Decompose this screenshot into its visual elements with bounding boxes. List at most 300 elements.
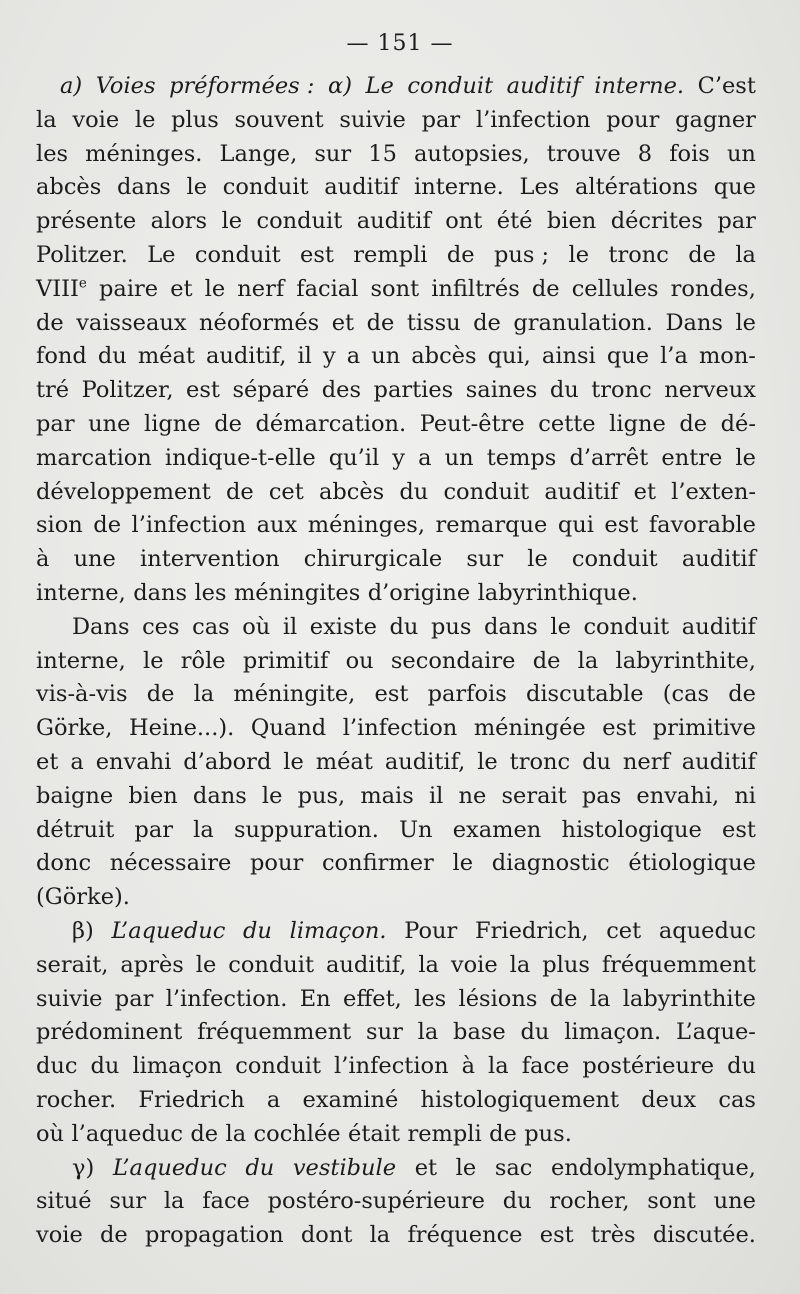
- word: rempli: [407, 1120, 482, 1147]
- word: le: [204, 275, 226, 302]
- word: interne,: [36, 579, 126, 606]
- word: de: [728, 681, 756, 708]
- word: méningite,: [233, 681, 356, 708]
- text-line: [36, 307, 756, 341]
- word: préformées :: [169, 73, 315, 99]
- word: du: [727, 1053, 756, 1080]
- word: sion: [36, 512, 83, 539]
- word: Le: [147, 241, 176, 268]
- text-line: [36, 138, 756, 172]
- word: voie: [72, 106, 120, 133]
- word: décrites: [610, 208, 703, 235]
- page-number: — 151 —: [346, 31, 454, 56]
- word: auditif: [681, 613, 756, 640]
- word: aqueduc: [658, 917, 756, 944]
- word: marcation: [36, 444, 152, 471]
- word: ces: [142, 613, 180, 640]
- word: infiltrés: [431, 275, 520, 302]
- word: dans: [192, 782, 247, 809]
- word: sur: [466, 546, 504, 573]
- word: conduit: [194, 241, 281, 268]
- word: de: [531, 275, 560, 302]
- word: rôle: [180, 647, 226, 674]
- word: fréquence: [407, 1222, 523, 1249]
- text-line: [36, 712, 756, 746]
- word: nerf: [622, 748, 670, 775]
- word: d’abord: [183, 748, 272, 775]
- word: diagnostic: [491, 850, 610, 877]
- text-line: [36, 983, 756, 1017]
- word: est: [722, 816, 756, 843]
- word: la: [735, 241, 756, 268]
- word: de: [489, 1120, 517, 1147]
- word: parfois: [427, 681, 507, 708]
- word: secondaire: [390, 647, 516, 674]
- word: et: [414, 1154, 438, 1181]
- word: β): [72, 917, 94, 944]
- word: fois: [669, 140, 710, 167]
- word: du: [549, 377, 579, 404]
- word: face: [202, 1188, 250, 1215]
- word: dans: [133, 579, 188, 606]
- word: suppuration.: [233, 816, 379, 843]
- word: à: [36, 546, 50, 573]
- word: parties: [373, 377, 454, 404]
- word: auditif: [324, 174, 399, 201]
- word: néoformés: [199, 309, 320, 336]
- word: la: [193, 816, 214, 843]
- word: Voies: [95, 73, 156, 99]
- word: le: [477, 748, 498, 775]
- word: rondes,: [670, 275, 756, 302]
- word: cet: [606, 917, 642, 944]
- word: limaçon.: [289, 917, 387, 944]
- word: les: [194, 579, 227, 606]
- word: la: [417, 1019, 439, 1046]
- word: est: [374, 681, 409, 708]
- word: méat: [137, 343, 195, 370]
- word: autopsies,: [414, 140, 530, 167]
- word: Dans: [665, 309, 723, 336]
- word: la: [369, 1222, 391, 1249]
- word: la: [418, 951, 439, 978]
- word: après: [120, 951, 184, 978]
- word: suivie: [36, 985, 103, 1012]
- word: auditif: [681, 546, 756, 573]
- text-line: [36, 611, 756, 645]
- word: du: [582, 748, 611, 775]
- word: il: [297, 343, 312, 370]
- word: ne: [458, 782, 487, 809]
- word: un: [726, 140, 756, 167]
- word: une: [88, 410, 131, 437]
- word: saines: [465, 377, 538, 404]
- word: méningée: [473, 715, 586, 742]
- word: pour: [606, 106, 660, 133]
- word: labyrinthique.: [477, 579, 638, 606]
- word: est: [604, 512, 639, 539]
- text-line: [36, 442, 756, 476]
- word: du: [245, 1154, 275, 1181]
- word: paire: [99, 275, 159, 302]
- text-line: [36, 1185, 756, 1219]
- word: est: [539, 1222, 574, 1249]
- word: favorable: [648, 512, 756, 539]
- word: le: [195, 951, 217, 978]
- word: L’aqueduc: [112, 1154, 227, 1181]
- word: conduit: [256, 208, 343, 235]
- word: rocher,: [549, 1188, 630, 1215]
- word: vestibule: [292, 1154, 397, 1181]
- word: conduit: [407, 73, 494, 99]
- text-line: [36, 1084, 756, 1118]
- word: Les: [519, 174, 560, 201]
- word: de: [214, 410, 242, 437]
- word: endolymphatique,: [551, 1154, 756, 1181]
- word: base: [453, 1019, 506, 1046]
- word: méat: [315, 748, 373, 775]
- word: démarcation.: [255, 410, 407, 437]
- word: de: [225, 478, 254, 505]
- word: tronc: [509, 748, 571, 775]
- text-line: [36, 1118, 756, 1152]
- word: est: [186, 377, 220, 404]
- word: dé-: [720, 410, 756, 437]
- word: nécessaire: [109, 850, 232, 877]
- word: le: [735, 444, 756, 471]
- text-line: [36, 949, 756, 983]
- word: auditif,: [325, 951, 407, 978]
- word: pus ;: [493, 241, 550, 268]
- word: a): [60, 73, 83, 99]
- word: conduit: [571, 546, 658, 573]
- word: le: [221, 208, 243, 235]
- word: le: [527, 546, 548, 573]
- word: qui: [557, 512, 594, 539]
- word: Heine...).: [128, 715, 235, 742]
- word: cochlée: [253, 1120, 341, 1147]
- word: entre: [661, 444, 723, 471]
- word: de: [679, 410, 708, 437]
- word: a: [70, 748, 84, 775]
- word: le: [735, 309, 756, 336]
- word: méninges,: [307, 512, 425, 539]
- word: cette: [538, 410, 596, 437]
- word: Pour: [404, 917, 458, 944]
- word: du: [520, 1019, 550, 1046]
- text-line: [36, 1016, 756, 1050]
- word: plus: [542, 951, 590, 978]
- word: pus,: [297, 782, 346, 809]
- word: prédominent: [36, 1019, 183, 1046]
- word: l’infection.: [165, 985, 288, 1012]
- word: y: [392, 444, 406, 471]
- word: par: [36, 410, 75, 437]
- word: abcès: [36, 174, 102, 201]
- word: que: [606, 343, 650, 370]
- word: Görke,: [36, 715, 113, 742]
- word: le: [143, 647, 164, 674]
- word: la: [589, 985, 611, 1012]
- word: Quand: [250, 715, 327, 742]
- word: le: [186, 174, 208, 201]
- word: serait: [501, 782, 567, 809]
- word: examiné: [302, 1086, 399, 1113]
- word: la: [509, 951, 531, 978]
- word: rocher.: [36, 1086, 117, 1113]
- text-line: [36, 104, 756, 138]
- word: indique-t-elle: [164, 444, 316, 471]
- word: serait,: [36, 951, 109, 978]
- word: Peut-être: [419, 410, 525, 437]
- word: Friedrich: [138, 1086, 245, 1113]
- word: auditif,: [384, 748, 466, 775]
- word: altérations: [575, 174, 698, 201]
- body-text: [36, 70, 756, 1253]
- word: 15: [368, 140, 397, 167]
- word: souvent: [234, 106, 324, 133]
- word: le: [568, 241, 590, 268]
- word: interne.: [414, 174, 504, 201]
- word: gagner: [675, 106, 756, 133]
- word: très: [590, 1222, 636, 1249]
- word: et: [331, 309, 355, 336]
- text-line: [36, 678, 756, 712]
- word: il: [428, 782, 444, 809]
- text-line: [36, 509, 756, 543]
- word: l’infection: [475, 106, 591, 133]
- word: effet,: [343, 985, 402, 1012]
- word: a: [418, 444, 432, 471]
- word: le: [452, 850, 474, 877]
- word: 8: [637, 140, 653, 167]
- word: la: [36, 106, 57, 133]
- word: un: [444, 444, 474, 471]
- word: postérieure: [582, 1053, 715, 1080]
- word: du: [243, 917, 272, 944]
- word: par: [134, 816, 173, 843]
- word: dans: [116, 174, 171, 201]
- word: deux: [641, 1086, 697, 1113]
- word: tissu: [406, 309, 461, 336]
- word: sont: [370, 275, 420, 302]
- word: sur: [314, 140, 352, 167]
- word: voie: [36, 1222, 83, 1249]
- word: des: [321, 377, 362, 404]
- text-line: [36, 1152, 756, 1186]
- word: où: [36, 1120, 65, 1147]
- word: bien: [128, 782, 178, 809]
- word: remarque: [435, 512, 548, 539]
- word: Politzer,: [81, 377, 174, 404]
- word: tré: [36, 377, 70, 404]
- word: chirurgicale: [303, 546, 443, 573]
- word: nerveux: [664, 377, 756, 404]
- word: sac: [494, 1154, 533, 1181]
- word: fréquemment: [197, 1019, 352, 1046]
- word: auditif: [356, 208, 431, 235]
- word: ou: [345, 647, 374, 674]
- text-line: [36, 70, 756, 104]
- word: primitif: [242, 647, 329, 674]
- word: de: [100, 1222, 128, 1249]
- word: temps: [486, 444, 557, 471]
- word: l’a: [660, 343, 688, 370]
- word: la: [577, 647, 599, 674]
- word: Friedrich,: [475, 917, 589, 944]
- word: donc: [36, 850, 92, 877]
- word: conduit: [235, 1053, 322, 1080]
- word: il: [282, 613, 298, 640]
- word: mais: [360, 782, 414, 809]
- word: sur: [366, 1019, 403, 1046]
- word: auditif: [544, 478, 619, 505]
- word: conduit: [443, 478, 530, 505]
- word: développement: [36, 478, 211, 505]
- word: du: [399, 478, 429, 505]
- word: séparé: [232, 377, 310, 404]
- word: du: [389, 613, 419, 640]
- word: pour: [250, 850, 304, 877]
- word: interne,: [36, 647, 126, 674]
- word: trouve: [546, 140, 621, 167]
- word: L’aqueduc: [111, 917, 226, 944]
- word: de: [36, 309, 64, 336]
- word: interne.: [594, 73, 685, 99]
- word: le: [134, 106, 156, 133]
- word: Politzer.: [36, 241, 128, 268]
- word: détruit: [36, 816, 115, 843]
- word: le: [283, 748, 304, 775]
- text-line: [36, 881, 756, 915]
- word: l’infection: [334, 1053, 449, 1080]
- word: intervention: [140, 546, 280, 573]
- word: granulation.: [513, 309, 653, 336]
- word: par: [717, 208, 756, 235]
- text-line: [36, 746, 756, 780]
- word: vaisseaux: [76, 309, 187, 336]
- word: ont: [445, 208, 483, 235]
- word: de: [146, 681, 175, 708]
- word: conduit: [583, 613, 670, 640]
- word: du: [90, 1053, 120, 1080]
- word: les: [36, 140, 69, 167]
- text-line: [36, 847, 756, 881]
- word: vis-à-vis: [36, 681, 128, 708]
- word: dont: [300, 1222, 353, 1249]
- word: pus.: [524, 1120, 572, 1147]
- word: est: [602, 715, 637, 742]
- word: de: [446, 241, 475, 268]
- word: cet: [268, 478, 304, 505]
- text-line: [36, 780, 756, 814]
- word: aux: [256, 512, 298, 539]
- text-line: [36, 205, 756, 239]
- ordinal-word: [36, 273, 87, 307]
- word: ligne: [609, 410, 666, 437]
- word: l’infection: [342, 715, 458, 742]
- word: et: [170, 275, 193, 302]
- word: a: [266, 1086, 281, 1113]
- word: a: [346, 343, 361, 370]
- word: le: [455, 1154, 477, 1181]
- word: En: [299, 985, 331, 1012]
- word: limaçon: [132, 1053, 223, 1080]
- text-line: [36, 374, 756, 408]
- word: α): [328, 73, 352, 99]
- word: de: [190, 1120, 219, 1147]
- word: auditif: [681, 748, 756, 775]
- word: γ): [72, 1154, 95, 1181]
- word: pas: [581, 782, 622, 809]
- word: Dans: [72, 613, 130, 640]
- word: était: [348, 1120, 401, 1147]
- word: un: [371, 343, 401, 370]
- word: labyrinthite: [622, 985, 756, 1012]
- word: examen: [452, 816, 542, 843]
- word: L’aque-: [675, 1019, 756, 1046]
- word: par: [114, 985, 154, 1012]
- word: de: [93, 512, 122, 539]
- word: envahi,: [636, 782, 720, 809]
- word: propagation: [145, 1222, 284, 1249]
- word: face: [521, 1053, 570, 1080]
- word: ainsi: [541, 343, 596, 370]
- word: l’exten-: [671, 478, 756, 505]
- word: la: [163, 1188, 185, 1215]
- word: histologique: [561, 816, 702, 843]
- text-line: [36, 273, 756, 307]
- superscript: e: [78, 275, 87, 292]
- word: bien: [546, 208, 597, 235]
- word: la: [193, 681, 215, 708]
- word: mon-: [698, 343, 756, 370]
- text-line: [36, 915, 756, 949]
- text-line: [36, 476, 756, 510]
- word: du: [97, 343, 127, 370]
- word: sur: [109, 1188, 147, 1215]
- word: Lange,: [219, 140, 298, 167]
- word: situé: [36, 1188, 92, 1215]
- text-line: [36, 171, 756, 205]
- word: et: [36, 748, 59, 775]
- word: lésions: [458, 985, 538, 1012]
- word: fréquemment: [601, 951, 756, 978]
- word: du: [502, 1188, 532, 1215]
- word: une: [73, 546, 116, 573]
- word: confirmer: [321, 850, 434, 877]
- word: la: [225, 1120, 247, 1147]
- word: auditif: [506, 73, 581, 99]
- word: d’origine: [367, 579, 471, 606]
- word: nerf: [237, 275, 285, 302]
- word: abcès: [318, 478, 385, 505]
- word: tronc: [591, 377, 652, 404]
- word: été: [496, 208, 533, 235]
- word: voie: [450, 951, 498, 978]
- word: plus: [171, 106, 219, 133]
- word: C’est: [697, 73, 756, 99]
- word: la: [488, 1053, 509, 1080]
- word: les: [414, 985, 447, 1012]
- word: envahi: [95, 748, 172, 775]
- word: facial: [296, 275, 359, 302]
- word: alors: [150, 208, 208, 235]
- word: ni: [734, 782, 756, 809]
- word: méninges.: [85, 140, 203, 167]
- word: sont: [647, 1188, 696, 1215]
- word: cas: [718, 1086, 756, 1113]
